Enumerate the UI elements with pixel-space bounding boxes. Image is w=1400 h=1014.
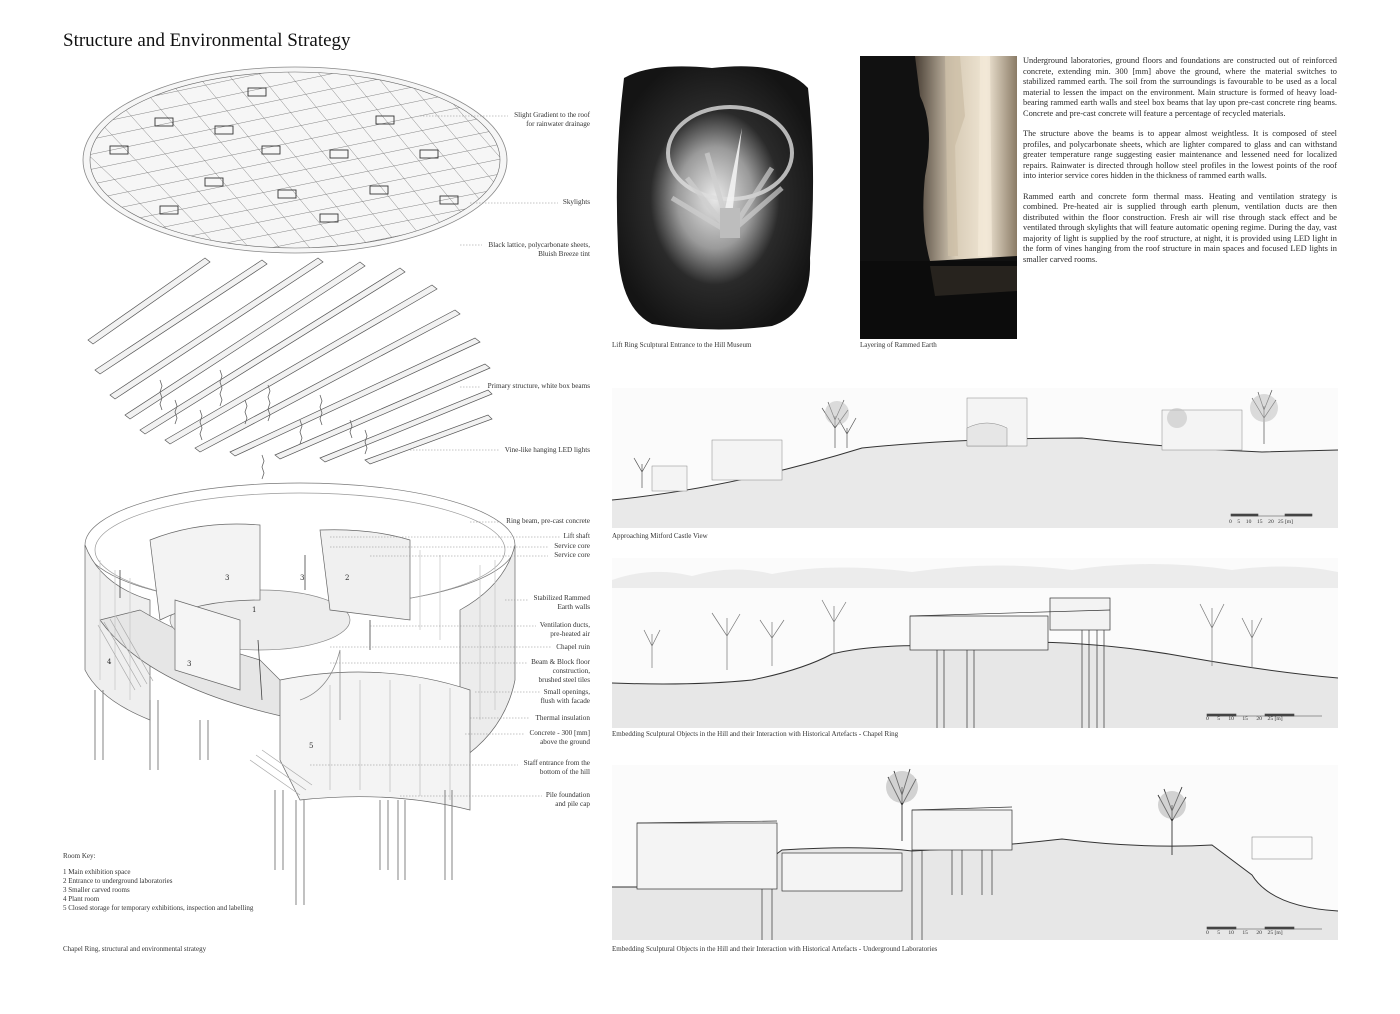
room-number-4: 4 <box>107 658 112 666</box>
scale-label: 5 <box>1217 716 1220 722</box>
section-castle-view <box>612 388 1338 528</box>
annotation-chapel-ruin: Chapel ruin <box>556 643 590 651</box>
caption-section3: Embedding Sculptural Objects in the Hill and their Interaction with Historical Artefacts - Underground Laboratories <box>612 945 938 953</box>
annotation-rammed-earth: Stabilized Rammed Earth walls <box>533 594 590 611</box>
room-key-item: 3 Smaller carved rooms <box>63 886 130 894</box>
annotation-small-openings: Small openings, flush with facade <box>540 688 590 705</box>
room-number-3c: 3 <box>187 660 192 668</box>
room-key-title: Room Key: <box>63 852 96 860</box>
caption-section1: Approaching Mitford Castle View <box>612 532 708 540</box>
annotation-black-lattice: Black lattice, polycarbonate sheets, Bluish Breeze tint <box>488 241 590 258</box>
axonometric-drawing <box>0 0 600 820</box>
scale-label: 15 <box>1242 716 1248 722</box>
scale-label: 20 <box>1256 930 1262 936</box>
annotation-concrete: Concrete - 300 [mm] above the ground <box>529 729 590 746</box>
annotation-primary-structure: Primary structure, white box beams <box>487 382 590 390</box>
scale-label: 20 <box>1256 716 1262 722</box>
strategy-paragraph-1: Underground laboratories, ground floors and foundations are constructed out of reinforced concrete, extending min. 300 [mm] above the ground, where the material switches to stabilized rammed earth. The soil from the surroundings is favourable to be used as a local material to lessen the impact on the environment. Main structure is formed of heavy load-bearing rammed earth walls and steel box beams that lay upon pre-cast concrete ring beams. Concrete and pre-cast concrete will feature a percentage of recycled materials. <box>1023 56 1337 118</box>
scale-bar-3 <box>1206 930 1283 936</box>
annotation-pile-foundation: Pile foundation and pile cap <box>545 791 590 808</box>
strategy-text <box>1023 56 1337 275</box>
room-key <box>63 852 253 913</box>
scale-bar-1 <box>1229 519 1293 525</box>
scale-label: 25 [m] <box>1267 716 1283 722</box>
scale-label: 10 <box>1228 716 1234 722</box>
room-key-item: 5 Closed storage for temporary exhibitions, inspection and labelling <box>63 904 254 912</box>
scale-label: 5 <box>1217 930 1220 936</box>
annotation-vine-lights: Vine-like hanging LED lights <box>504 446 590 454</box>
room-number-5: 5 <box>309 742 314 750</box>
annotation-staff-entrance: Staff entrance from the bottom of the hill <box>523 759 590 776</box>
scale-label: 25 [m] <box>1267 930 1283 936</box>
annotation-lift-shaft: Lift shaft <box>563 532 590 540</box>
scale-label: 15 <box>1256 519 1263 525</box>
ink-sketch-image <box>612 58 817 333</box>
scale-label: 25 [m] <box>1277 519 1294 525</box>
caption-image1: Lift Ring Sculptural Entrance to the Hill Museum <box>612 341 752 349</box>
scale-label: 15 <box>1242 930 1248 936</box>
section-chapel-ring <box>612 558 1338 728</box>
scale-label: 0 <box>1206 716 1209 722</box>
rammed-earth-photo <box>860 56 1017 339</box>
caption-axonometric: Chapel Ring, structural and environmental strategy <box>63 945 207 953</box>
room-key-item: 1 Main exhibition space <box>63 868 131 876</box>
scale-label: 0 <box>1206 930 1209 936</box>
scale-label: 10 <box>1245 519 1252 525</box>
chapel-ring <box>85 483 515 905</box>
annotation-skylights: Skylights <box>562 198 590 206</box>
annotation-service-core-1: Service core <box>554 542 590 550</box>
room-key-item: 4 Plant room <box>63 895 100 903</box>
scale-label: 0 <box>1229 519 1232 525</box>
box-beams <box>88 258 492 464</box>
section-underground-labs <box>612 765 1338 940</box>
annotation-thermal-insulation: Thermal insulation <box>535 714 590 722</box>
room-number-3b: 3 <box>300 574 305 582</box>
caption-image2: Layering of Rammed Earth <box>860 341 937 349</box>
scale-label: 5 <box>1237 519 1241 525</box>
annotation-ring-beam: Ring beam, pre-cast concrete <box>506 517 590 525</box>
strategy-paragraph-3: Rammed earth and concrete form thermal mass. Heating and ventilation strategy is combined. Pre-heated air is supplied through earth plenum, ventilation ducts are then distributed within the floor construction. Fresh air will rise through stack effect and be ventilated through skylights that will feature automatic opening regime. During the day, vast majority of light is supplied by the roof structure, at night, it is provided using LED light in the form of vines hanging from the roof structure in main spaces and focused LED lights in smaller carved rooms. <box>1023 191 1337 264</box>
scale-label: 20 <box>1268 519 1274 525</box>
caption-section2: Embedding Sculptural Objects in the Hill and their Interaction with Historical Artefacts - Chapel Ring <box>612 730 899 738</box>
page-title: Structure and Environmental Strategy <box>63 30 351 51</box>
scale-label: 10 <box>1228 930 1234 936</box>
strategy-paragraph-2: The structure above the beams is to appear almost weightless. It is composed of steel profiles, and polycarbonate sheets, which are lighter compared to glass and can withstand greater temperature range suggesting easier maintenance and lessened need for localized repairs. Rainwater is directed through hollow steel profiles in the lowest points of the roof into interior service cores hidden in the thickness of rammed earth walls. <box>1023 129 1337 180</box>
room-key-item: 2 Entrance to underground laboratories <box>63 877 173 885</box>
annotation-floor-construction: Beam & Block floor construction, brushed steel tiles <box>531 658 590 684</box>
annotation-service-core-2: Service core <box>554 551 590 559</box>
room-number-2: 2 <box>345 574 350 582</box>
annotation-ventilation: Ventilation ducts, pre-heated air <box>539 621 590 638</box>
room-number-3a: 3 <box>225 574 230 582</box>
room-number-1: 1 <box>252 606 257 614</box>
scale-bar-2 <box>1206 716 1283 722</box>
annotation-roof-gradient: Slight Gradient to the roof for rainwater drainage <box>514 111 590 128</box>
